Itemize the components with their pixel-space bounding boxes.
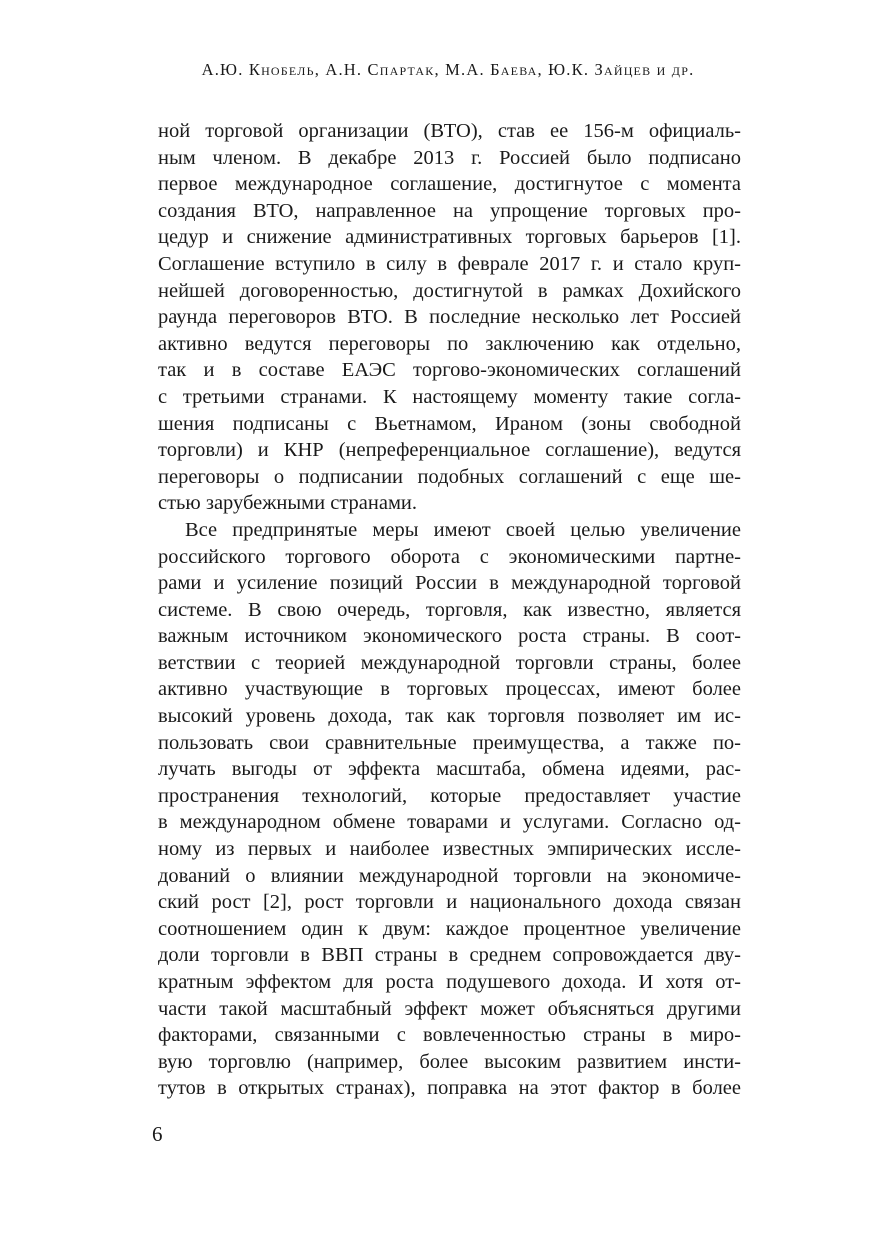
text-line: торговли) и КНР (непреференциальное соглашение), ведутся <box>158 439 741 462</box>
text-line: нейшей договоренностью, достигнутой в рамках Дохийского <box>158 279 741 302</box>
text-line: активно ведутся переговоры по заключению как отдельно, <box>158 332 741 355</box>
text-line: ветствии с теорией международной торговли страны, более <box>158 651 741 674</box>
text-line: с третьими странами. К настоящему моменту такие согла- <box>158 385 741 408</box>
text-line: лучать выгоды от эффекта масштаба, обмена идеями, рас- <box>158 758 741 781</box>
text-line: Соглашение вступило в силу в феврале 2017 г. и стало круп- <box>158 252 741 275</box>
paragraph-1 <box>158 118 741 517</box>
text-line: первое международное соглашение, достигнутое с момента <box>158 173 741 196</box>
text-line: системе. В свою очередь, торговля, как известно, является <box>158 598 741 621</box>
text-line: так и в составе ЕАЭС торгово-экономических соглашений <box>158 359 741 382</box>
text-line: важным источником экономического роста страны. В соот- <box>158 625 741 648</box>
text-line: стью зарубежными странами. <box>158 492 418 515</box>
text-line: создания ВТО, направленное на упрощение торговых про- <box>158 199 741 222</box>
text-line: раунда переговоров ВТО. В последние несколько лет Россией <box>158 306 741 329</box>
text-line: в международном обмене товарами и услугами. Согласно од- <box>158 811 741 834</box>
text-line: пользовать свои сравнительные преимущества, а также по- <box>158 731 741 754</box>
text-line: ным членом. В декабре 2013 г. Россией было подписано <box>158 146 741 169</box>
text-line: ной торговой организации (ВТО), став ее 156-м официаль- <box>158 120 741 142</box>
text-line: Все предпринятые меры имеют своей целью увеличение <box>185 518 741 541</box>
text-line: кратным эффектом для роста подушевого дохода. И хотя от- <box>158 971 741 993</box>
text-line: части такой масштабный эффект может объясняться другими <box>158 997 741 1020</box>
text-line: активно участвующие в торговых процессах, имеют более <box>158 678 741 701</box>
text-line: ский рост [2], рост торговли и национального дохода связан <box>158 891 741 914</box>
text-line: рами и усиление позиций России в международной торговой <box>158 572 741 595</box>
text-line: шения подписаны с Вьетнамом, Ираном (зоны свободной <box>158 412 741 435</box>
body-text <box>158 118 741 1102</box>
running-header: А.Ю. Кнобель, А.Н. Спартак, М.А. Баева, Ю.К. Зайцев и др. <box>201 60 695 79</box>
text-line: соотношением один к двум: каждое процентное увеличение <box>158 917 741 940</box>
text-line: вую торговлю (например, более высоким развитием инсти- <box>158 1050 741 1073</box>
text-line: ному из первых и наиболее известных эмпирических иссле- <box>158 838 741 861</box>
text-line: пространения технологий, которые предоставляет участие <box>158 784 741 807</box>
text-line: российского торгового оборота с экономическими партне- <box>158 545 741 568</box>
page-number: 6 <box>152 1122 163 1146</box>
text-line: факторами, связанными с вовлеченностью страны в миро- <box>158 1024 741 1047</box>
text-line: цедур и снижение административных торговых барьеров [1]. <box>158 226 741 249</box>
text-line: высокий уровень дохода, так как торговля позволяет им ис- <box>158 705 741 728</box>
text-line: тутов в открытых странах), поправка на этот фактор в более <box>158 1077 741 1100</box>
text-line: дований о влиянии международной торговли на экономиче- <box>158 864 741 887</box>
text-line: переговоры о подписании подобных соглашений с еще ше- <box>158 465 741 488</box>
text-line: доли торговли в ВВП страны в среднем сопровождается дву- <box>158 944 741 967</box>
paragraph-2 <box>158 517 741 1102</box>
